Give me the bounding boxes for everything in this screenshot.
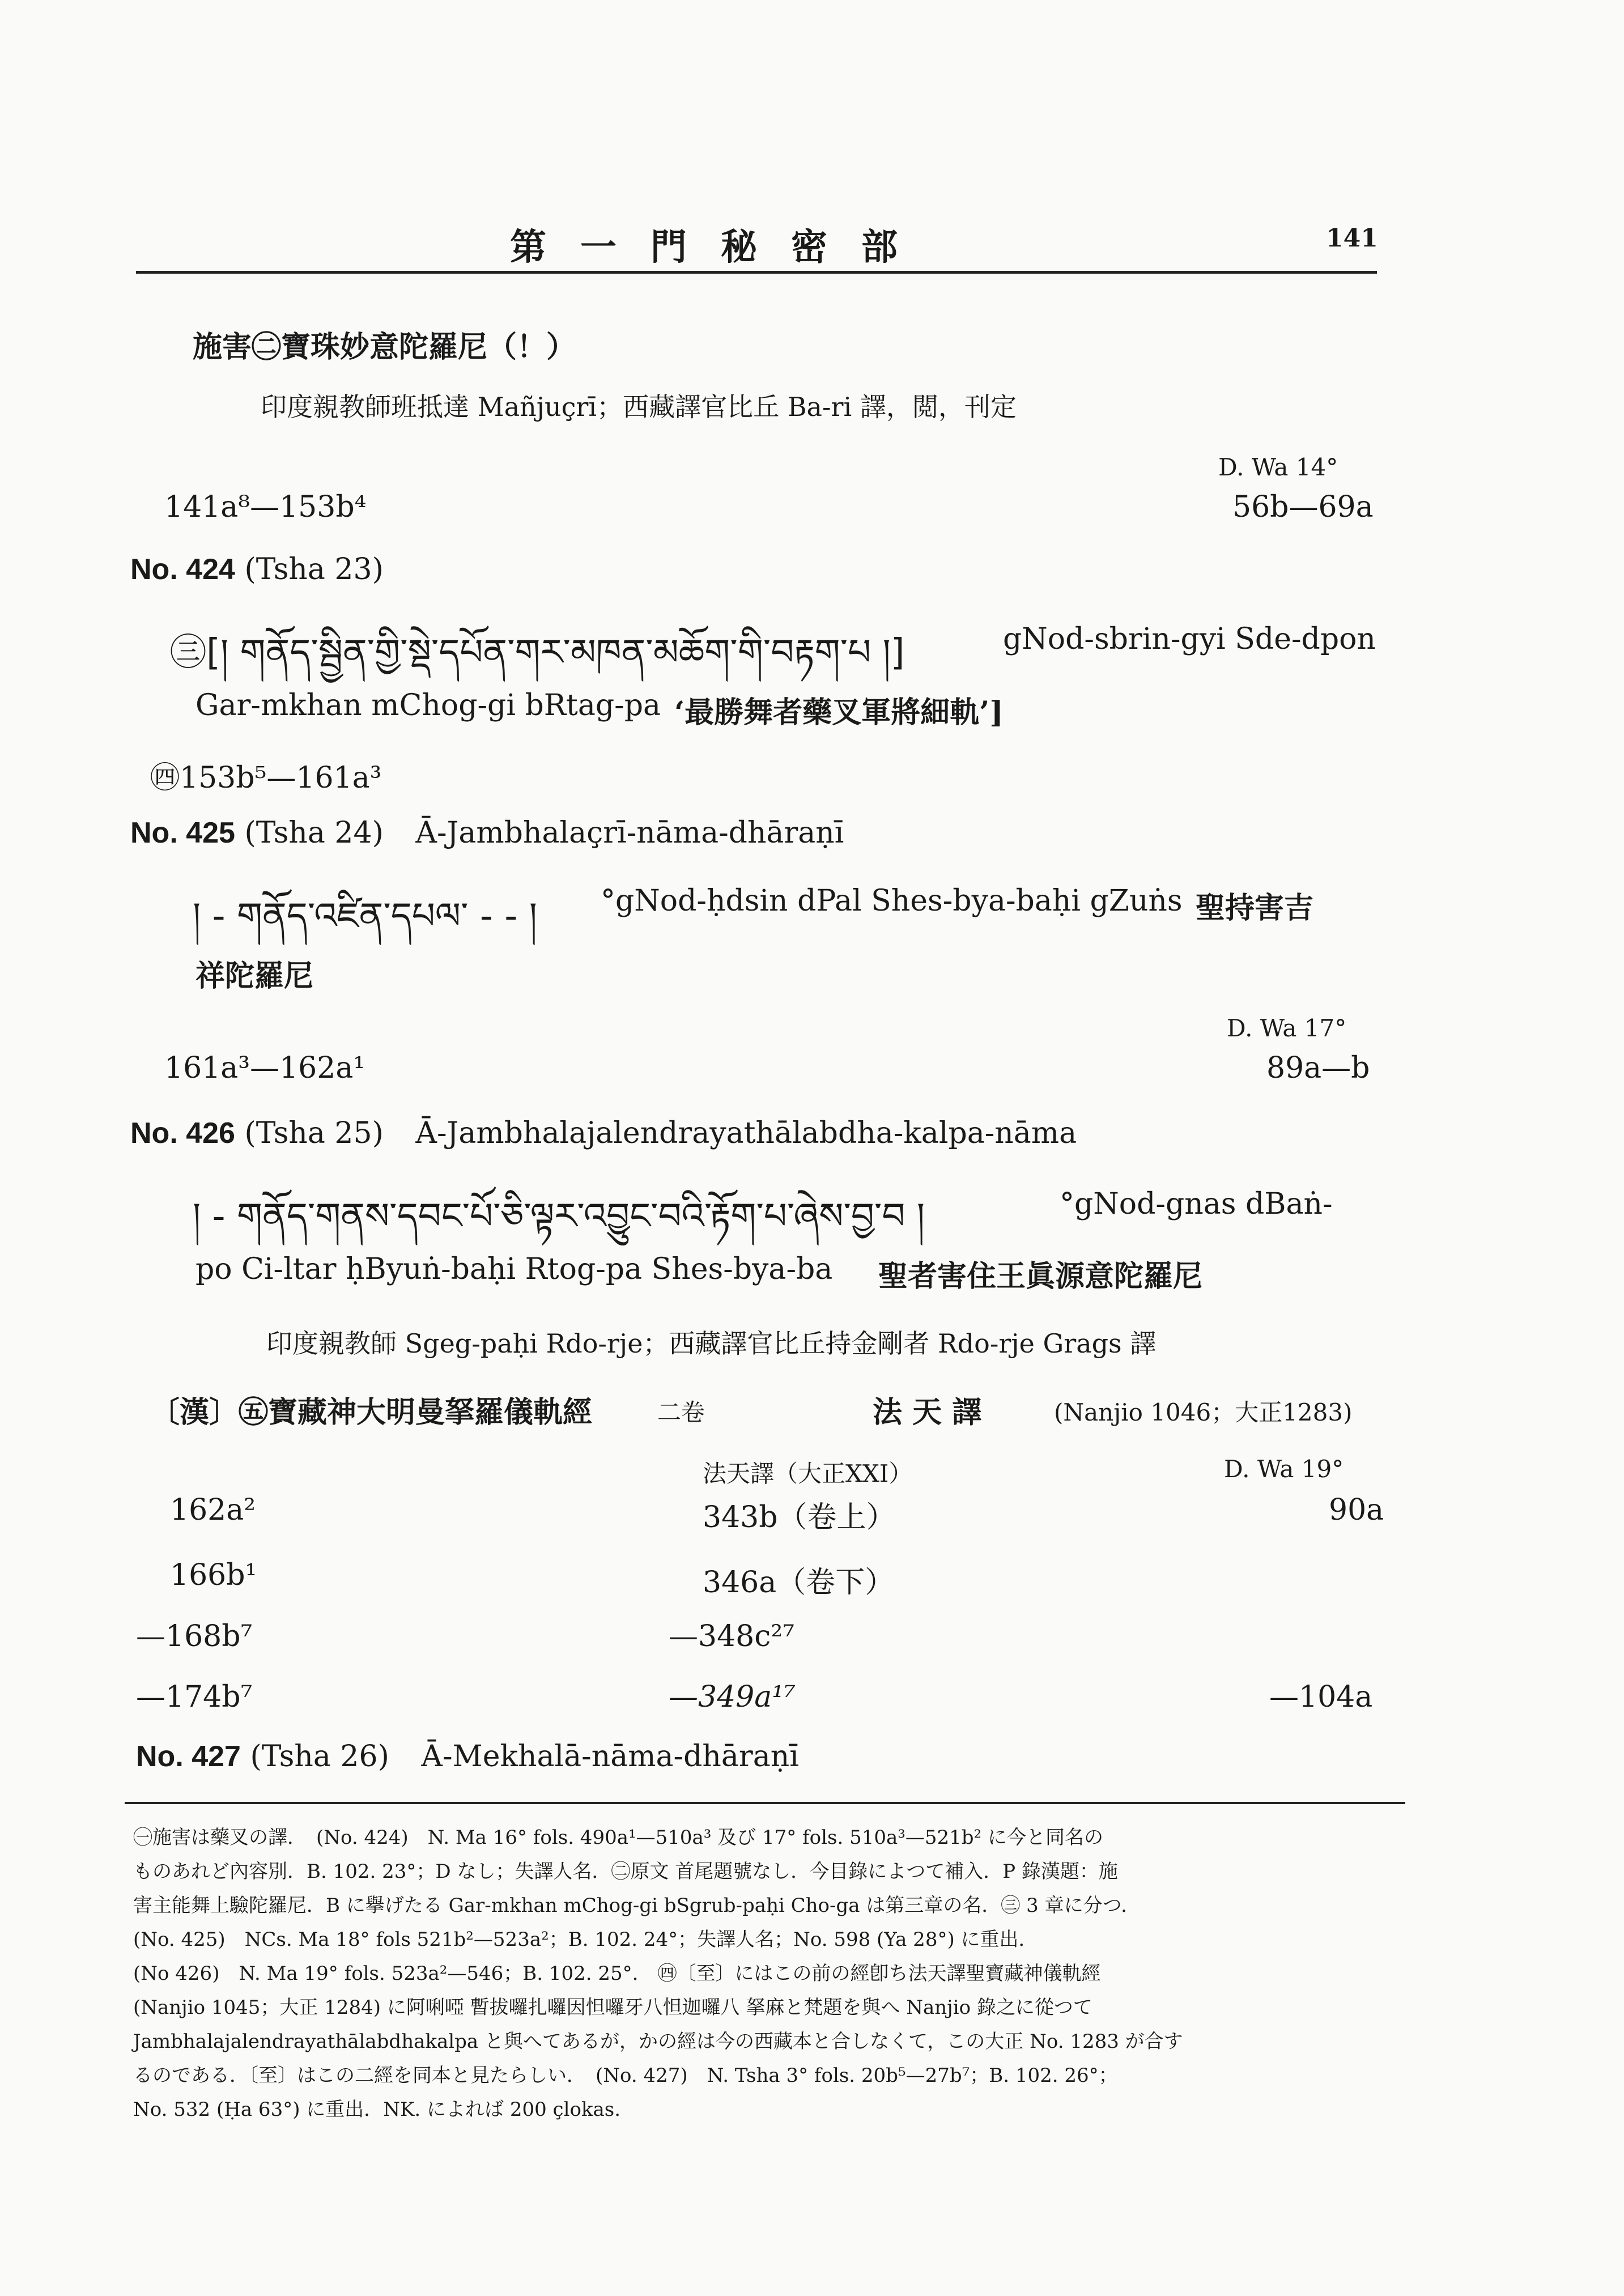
entry-sanskrit: Ā-Jambhalaçrī-nāma-dhāraṇī [415, 816, 844, 850]
header-rule [136, 271, 1377, 274]
footnote-line: Jambhalajalendrayathālabdhakalpa と與へてあるが，かの經は今の西藏本と合しなくて，この大正 No. 1283 が合す [133, 2030, 1183, 2053]
row-mid: —348c²⁷ [669, 1619, 795, 1653]
footnote-line: (No. 425) NCs. Ma 18° fols 521b²—523a²；B. 102. 24°；失譯人名；No. 598 (Ya 28°) に重出． [133, 1928, 1038, 1951]
footnote-line: (No 426) N. Ma 19° fols. 523a²—546；B. 102. 25°. ㊃〔至〕にはこの前の經卽ち法天譯聖寶藏神儀軌經 [133, 1962, 1101, 1985]
running-header-title: 第一門秘密部 [510, 226, 932, 269]
entry-425-folios-left: 161a³—162a¹ [164, 1051, 365, 1085]
row-right: 90a [1329, 1493, 1384, 1527]
entry-424-folios: ㊃153b⁵—161a³ [150, 761, 382, 795]
entry-424-tibetan: ㊂[། གནོད་སྦྱིན་གྱི་སྡེ་དཔོན་གར་མཁན་མཆོག་གི་བརྟག་པ །] [170, 632, 905, 674]
preamble-folios-right: 56b—69a [1232, 490, 1374, 524]
entry-number: No. 427 [136, 1740, 241, 1773]
footnote-rule [125, 1802, 1405, 1804]
page-number: 141 [1326, 224, 1378, 253]
footnote-line: ㊀施害は藥叉の譯． (No. 424) N. Ma 16° fols. 490a¹—510a³ 及び 17° fols. 510a³—521b² に今と同名の [133, 1826, 1103, 1849]
entry-425-chinese-1: 聖持害吉 [1196, 891, 1314, 925]
entry-426-translit-1: °gNod-gnas dBaṅ- [1060, 1187, 1333, 1221]
entry-426-heading [130, 1116, 1077, 1150]
row-left: —168b⁷ [136, 1619, 253, 1653]
footnote-line: 害主能舞上驗陀羅尼．B に擧げたる Gar-mkhan mChog-gi bSgrub-paḥi Cho-ga は第三章の名．㊂ 3 章に分つ． [133, 1894, 1141, 1917]
entry-424-chinese: ‘最勝舞者藥叉軍將細軌’] [674, 695, 1004, 730]
entry-424-heading [130, 552, 384, 586]
entry-426-han-juan: 二卷 [657, 1398, 705, 1426]
table-head-mid: 法天譯（大正XXI） [703, 1460, 913, 1487]
row-mid: 346a（卷下） [703, 1566, 895, 1600]
entry-tsha: (Tsha 24) [244, 816, 384, 850]
entry-number: No. 426 [130, 1117, 235, 1150]
entry-426-han-title: 〔漢〕㊄寶藏神大明曼拏羅儀軌經 [150, 1395, 593, 1430]
entry-426-han-translator: 法 天 譯 [873, 1395, 982, 1430]
entry-tsha: (Tsha 26) [250, 1740, 389, 1774]
entry-424-translit-2: Gar-mkhan mChog-gi bRtag-pa [195, 688, 661, 722]
row-mid: —349a¹⁷ [669, 1680, 796, 1714]
entry-426-han-ref: (Nanjio 1046；大正1283) [1054, 1398, 1353, 1426]
entry-425-heading [130, 816, 844, 850]
entry-tsha: (Tsha 23) [244, 552, 384, 586]
entry-424-translit-1: gNod-sbrin-gyi Sde-dpon [1003, 622, 1376, 656]
row-left: 162a² [170, 1493, 256, 1527]
entry-426-tibetan: ། - གནོད་གནས་དབང་པོ་ཅི་ལྟར་འབྱུང་བའི་རྟོག་པ་ཞེས་བྱ་བ ། [193, 1196, 925, 1238]
entry-427-heading [136, 1740, 799, 1774]
entry-425-chinese-2: 祥陀羅尼 [195, 959, 314, 993]
entry-number: No. 425 [130, 817, 235, 849]
preamble-translators: 印度親教師班抵達 Mañjuçrī；西藏譯官比丘 Ba-ri 譯，閲，刊定 [261, 392, 1017, 422]
preamble-derge-ref: D. Wa 14° [1218, 453, 1338, 481]
entry-425-translit: °gNod-ḥdsin dPal Shes-bya-baḥi gZuṅs [601, 884, 1183, 918]
entry-426-chinese: 聖者害住王眞源意陀羅尼 [878, 1259, 1203, 1294]
preamble-folios-left: 141a⁸—153b⁴ [164, 490, 367, 524]
footnote-line: No. 532 (Ḥa 63°) に重出．NK. によれば 200 çlokas. [133, 2098, 621, 2121]
entry-426-translit-2: po Ci-ltar ḥByuṅ-baḥi Rtog-pa Shes-bya-ba [195, 1252, 833, 1286]
row-left: 166b¹ [170, 1558, 257, 1592]
row-mid: 343b（卷上） [703, 1500, 896, 1534]
entry-sanskrit: Ā-Mekhalā-nāma-dhāraṇī [421, 1740, 799, 1774]
footnote-line: ものあれど內容別．B. 102. 23°；D なし；失譯人名．㊁原文 首尾題號なし．今目錄によつて補入．P 錄漢題：施 [133, 1860, 1118, 1883]
entry-number: No. 424 [130, 553, 235, 586]
table-head-right: D. Wa 19° [1224, 1455, 1344, 1483]
row-right: —104a [1269, 1680, 1373, 1714]
entry-425-tibetan: ། - གནོད་འཛིན་དཔལ་ - - ། [193, 895, 537, 937]
entry-425-folios-right: 89a—b [1266, 1051, 1370, 1085]
row-left: —174b⁷ [136, 1680, 253, 1714]
entry-425-derge-ref: D. Wa 17° [1227, 1014, 1347, 1042]
footnote-line: (Nanjio 1045；大正 1284) に阿唎啞 暫拔囉扎囉因怛囉牙八怛迦囉八 拏麻と梵題を與へ Nanjio 錄之に從つて [133, 1996, 1092, 2019]
entry-tsha: (Tsha 25) [244, 1116, 384, 1150]
entry-sanskrit: Ā-Jambhalajalendrayathālabdha-kalpa-nāma [415, 1116, 1077, 1150]
entry-426-translators: 印度親教師 Sgeg-paḥi Rdo-rje；西藏譯官比丘持金剛者 Rdo-rje Grags 譯 [266, 1328, 1157, 1359]
preamble-title: 施害㊁寶珠妙意陀羅尼（！） [193, 330, 576, 364]
footnote-line: るのである．〔至〕はこの二經を同本と見たらしい． (No. 427) N. Tsha 3° fols. 20b⁵—27b⁷；B. 102. 26°； [133, 2064, 1118, 2087]
